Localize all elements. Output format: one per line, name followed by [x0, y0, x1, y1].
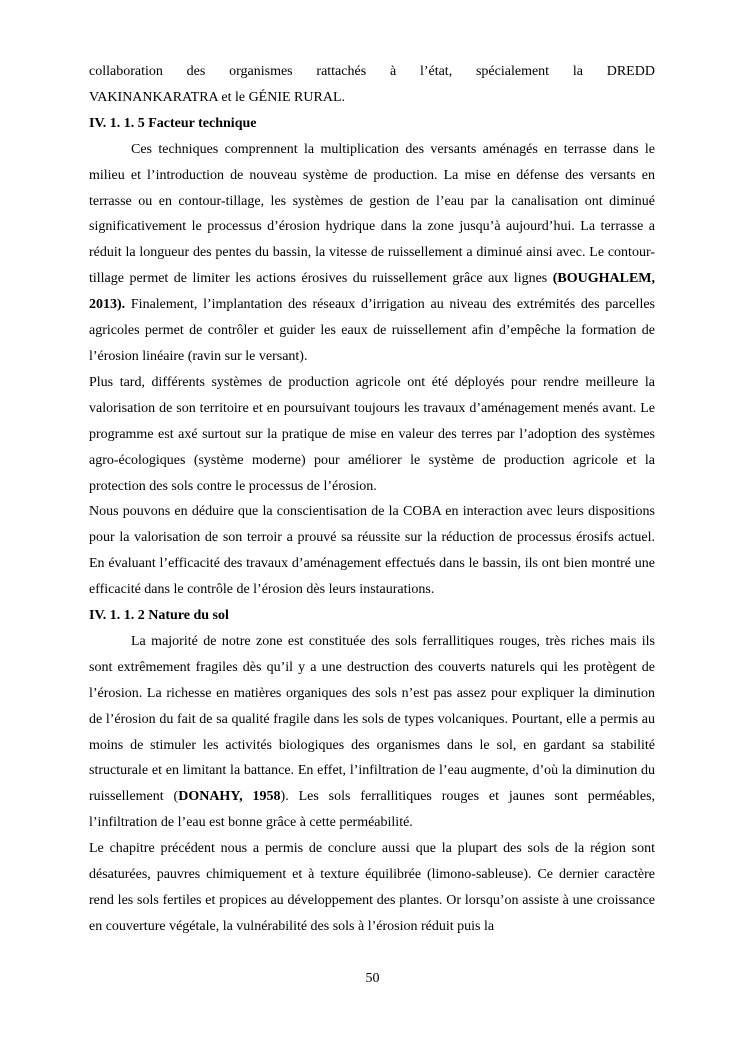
section-heading-technique: IV. 1. 1. 5 Facteur technique	[89, 115, 257, 131]
intro-word: spécialement	[475, 64, 550, 79]
paragraph: Le chapitre précédent nous a permis de conclure aussi que la plupart des sols de la région sont désaturées, pauvres chimiquement et à texture équilibrée (limono-sableuse). Ce dernier caractère rend les sols fertiles et propices au développement des plantes. Or lorsqu’on assiste à une croissance en couverture végétale, la vulnérabilité des sols à l’érosion réduit puis la	[89, 841, 655, 934]
page-number: 50	[365, 971, 380, 986]
paragraph: Nous pouvons en déduire que la conscientisation de la COBA en interaction avec leurs dispositions pour la valorisation de son terroir a prouvé sa réussite sur la réduction de processus érosifs actuel. En évaluant l’efficacité des travaux d’aménagement effectués dans le bassin, ils ont bien montré une efficacité dans le contrôle de l’érosion dès leurs instaurations.	[89, 504, 655, 598]
page-body	[89, 59, 655, 940]
citation: (BOUGHALEM, 2013).	[89, 271, 655, 313]
intro-word: DREDD	[606, 64, 655, 79]
intro-line-1	[89, 59, 655, 85]
intro-word: des	[186, 64, 206, 79]
paragraph-text: La majorité de notre zone est constituée des sols ferrallitiques rouges, très riches mais ils sont extrêmement fragiles dès qu’il y a une destruction des couverts naturels qui les protègent de l’érosion. La richesse en matières organiques des sols n’est pas assez pour expliquer la diminution de l’érosion du fait de sa qualité fragile dans les sols de types volcaniques. Pourtant, elle a permis au moins de stimuler les activités biologiques des organismes dans le sol, en gardant sa stabilité structurale et en limitant la battance. En effet, l’infiltration de l’eau augmente, d’où la diminution du ruissellement (	[89, 633, 655, 805]
section-heading-sol: IV. 1. 1. 2 Nature du sol	[89, 608, 229, 624]
intro-word: à	[389, 64, 397, 79]
paragraph-text: Ces techniques comprennent la multiplication des versants aménagés en terrasse dans le milieu et l’introduction de nouveau système de production. La mise en défense des versants en terrasse ou en contour-tillage, les systèmes de gestion de l’eau par la canalisation ont diminué significativement le processus d’érosion hydrique dans la zone jusqu’à aujourd’hui. La terrasse a réduit la longueur des pentes du bassin, la vitesse de ruissellement a diminué ainsi avec. Le contour-tillage permet de limiter les actions érosives du ruissellement grâce aux lignes	[89, 141, 655, 287]
citation: DONAHY, 1958	[178, 789, 281, 805]
paragraph	[89, 137, 655, 370]
intro-line-2: VAKINANKARATRA et le GÉNIE RURAL.	[89, 89, 346, 105]
intro-word: collaboration	[89, 64, 163, 79]
intro-word: l’état,	[419, 64, 453, 79]
paragraph: Plus tard, différents systèmes de production agricole ont été déployés pour rendre meilleure la valorisation de son territoire et en poursuivant toujours les travaux d’aménagement menés avant. Le programme est axé surtout sur la pratique de mise en valeur des terres par l’adoption des systèmes agro-écologiques (système moderne) pour améliorer le système de production agricole et la protection des sols contre le processus de l’érosion.	[89, 374, 655, 494]
intro-word: la	[572, 64, 583, 79]
intro-word: rattachés	[316, 64, 367, 79]
paragraph	[89, 629, 655, 836]
paragraph-text: Finalement, l’implantation des réseaux d’irrigation au niveau des extrémités des parcelles agricoles permet de contrôler et guider les eaux de ruissellement afin d’empêche la formation de l’érosion linéaire (ravin sur le versant).	[89, 297, 655, 364]
intro-word: organismes	[229, 64, 293, 79]
paragraph-text: ). Les sols ferrallitiques rouges et jaunes sont perméables, l’infiltration de l’eau est bonne grâce à cette perméabilité.	[89, 789, 656, 831]
